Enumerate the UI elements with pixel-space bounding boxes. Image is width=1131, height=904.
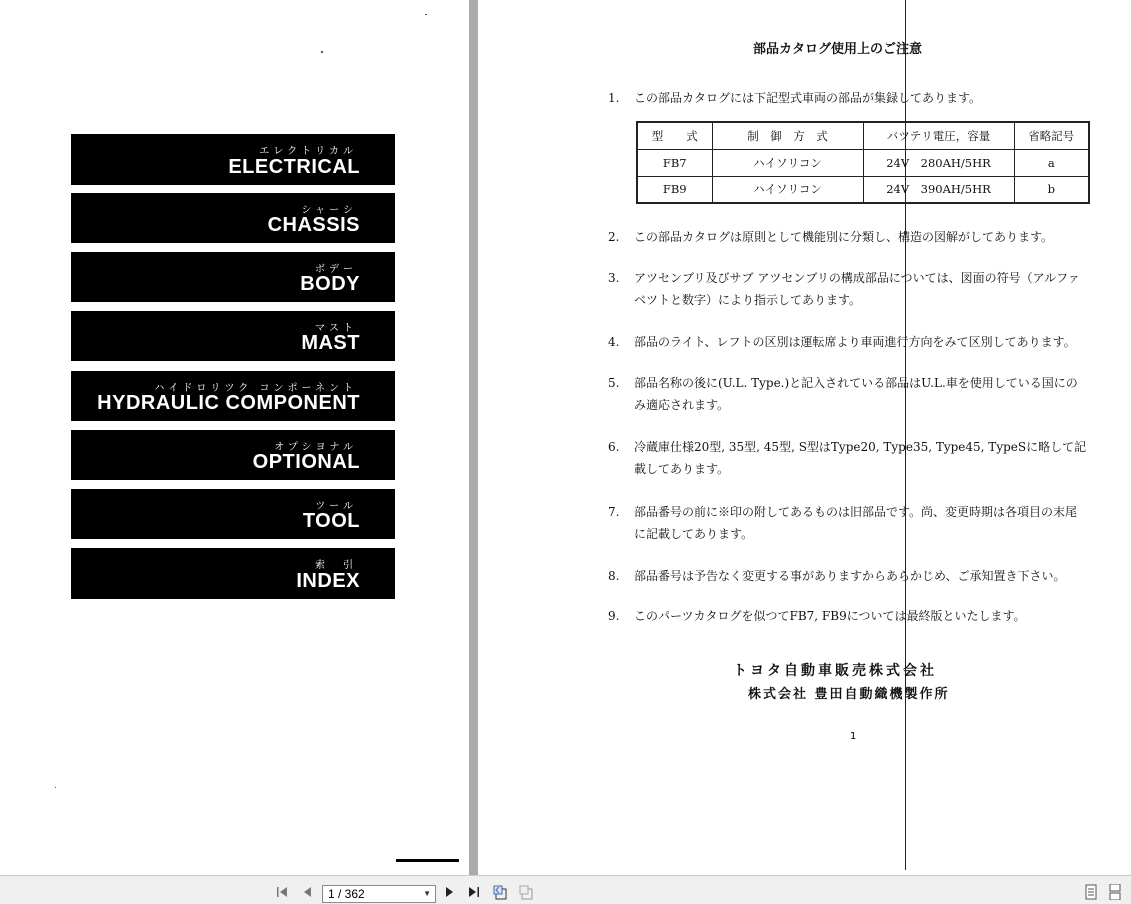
table-cell: FB7	[637, 149, 712, 176]
tab-body[interactable]	[71, 252, 395, 302]
item-text: 冷蔵庫仕様20型, 35型, 45型, S型はType20, Type35, Type45, TypeSに略して記載してあります。	[634, 440, 1087, 476]
dropdown-arrow-icon: ▼	[423, 889, 431, 898]
item-number: 6.	[608, 440, 620, 454]
table-header-row	[637, 122, 1089, 149]
item-text: 部品名称の後に(U.L. Type.)と記入されている部品はU.L.車を使用している国にのみ適応されます。	[634, 376, 1078, 412]
table-cell: ハイソリコン	[712, 149, 863, 176]
tab-chassis[interactable]	[71, 193, 395, 243]
tab-kana: 索 引	[315, 560, 357, 571]
speck	[321, 51, 323, 53]
table-cell: 24V 280AH/5HR	[863, 149, 1014, 176]
viewer-toolbar	[0, 875, 1131, 904]
tab-label: INDEX	[296, 570, 360, 592]
left-page	[0, 0, 469, 875]
tab-kana: エレクトリカル	[259, 146, 357, 157]
item-number: 3.	[608, 271, 620, 285]
table-row	[637, 176, 1089, 203]
tab-kana: シャーシ	[301, 205, 357, 216]
tab-label: OPTIONAL	[252, 451, 360, 473]
table-cell: ハイソリコン	[712, 176, 863, 203]
single-page-icon	[1084, 884, 1098, 900]
item-text: この部品カタログには下記型式車両の部品が集録してあります。	[634, 91, 982, 105]
previous-page-button[interactable]	[299, 884, 315, 900]
table-cell: a	[1014, 149, 1089, 176]
table-cell: FB9	[637, 176, 712, 203]
item-number: 8.	[608, 569, 620, 583]
tab-label: ELECTRICAL	[228, 156, 360, 178]
table-header: 制 御 方 式	[712, 122, 863, 149]
model-table	[636, 121, 1090, 204]
tab-kana: ツール	[315, 501, 357, 512]
previous-page-icon	[300, 885, 314, 899]
tab-optional[interactable]	[71, 430, 395, 480]
item-text: 部品のライト、レフトの区別は運転席より車両進行方向をみて区別してあります。	[634, 335, 1076, 349]
table-row	[637, 149, 1089, 176]
item-text: この部品カタログは原則として機能別に分類し、構造の図解がしてあります。	[634, 230, 1054, 244]
single-page-view-button[interactable]	[1083, 884, 1099, 900]
table-cell: 24V 390AH/5HR	[863, 176, 1014, 203]
next-page-icon	[443, 885, 457, 899]
right-page	[478, 0, 1131, 875]
tab-index[interactable]	[71, 548, 395, 599]
table-header: 省略記号	[1014, 122, 1089, 149]
continuous-page-icon	[1108, 884, 1122, 900]
page-number-input[interactable]	[322, 885, 436, 903]
item-text: 部品番号の前に※印の附してあるものは旧部品です。尚、変更時期は各項目の末尾に記載してあります。	[634, 505, 1078, 541]
previous-view-button[interactable]	[492, 884, 508, 900]
item-number: 7.	[608, 505, 620, 519]
continuous-view-button[interactable]	[1107, 884, 1123, 900]
first-page-icon	[275, 885, 289, 899]
tab-label: CHASSIS	[267, 214, 360, 236]
table-header: 型 式	[637, 122, 712, 149]
page-number: 1	[850, 731, 857, 742]
next-view-icon	[518, 884, 534, 900]
company-name-1: トヨタ自動車販売株式会社	[733, 663, 937, 679]
next-page-button[interactable]	[442, 884, 458, 900]
item-number: 5.	[608, 376, 620, 390]
previous-view-icon	[492, 884, 508, 900]
tab-tool[interactable]	[71, 489, 395, 539]
next-view-button[interactable]	[518, 884, 534, 900]
last-page-button[interactable]	[466, 884, 482, 900]
tab-kana: オプシヨナル	[274, 442, 357, 453]
last-page-icon	[467, 885, 481, 899]
table-header: バツテリ電圧，容量	[863, 122, 1014, 149]
tab-label: HYDRAULIC COMPONENT	[97, 392, 360, 414]
page-title: 部品カタログ使用上のご注意	[753, 42, 923, 57]
first-page-button[interactable]	[274, 884, 290, 900]
tab-kana: ハイドロリツク コンポーネント	[154, 383, 357, 394]
tab-label: BODY	[300, 273, 360, 295]
tab-label: TOOL	[302, 510, 360, 532]
tab-kana: ボデー	[315, 264, 357, 275]
tab-electrical[interactable]	[71, 134, 395, 185]
tab-label: MAST	[301, 332, 360, 354]
speck	[55, 787, 56, 788]
company-name-2: 株式会社 豊田自動織機製作所	[748, 687, 950, 702]
item-number: 4.	[608, 335, 620, 349]
table-cell: b	[1014, 176, 1089, 203]
page-rule	[396, 859, 459, 862]
speck	[425, 14, 427, 15]
item-number: 9.	[608, 609, 620, 623]
page-indicator: 1 / 362	[328, 887, 365, 901]
item-text: このパーツカタログを似つてFB7, FB9については最終版といたします。	[634, 609, 1026, 623]
tab-kana: マスト	[315, 323, 357, 334]
tab-mast[interactable]	[71, 311, 395, 361]
item-number: 2.	[608, 230, 620, 244]
tab-hydraulic-component[interactable]	[71, 371, 395, 421]
item-text: 部品番号は予告なく変更する事がありますからあらかじめ、ご承知置き下さい。	[634, 569, 1066, 583]
item-text: アツセンブリ及びサブ アツセンブリの構成部品については、図面の符号（アルファベツトと数字）により指示してあります。	[634, 271, 1080, 307]
item-number: 1.	[608, 91, 620, 105]
